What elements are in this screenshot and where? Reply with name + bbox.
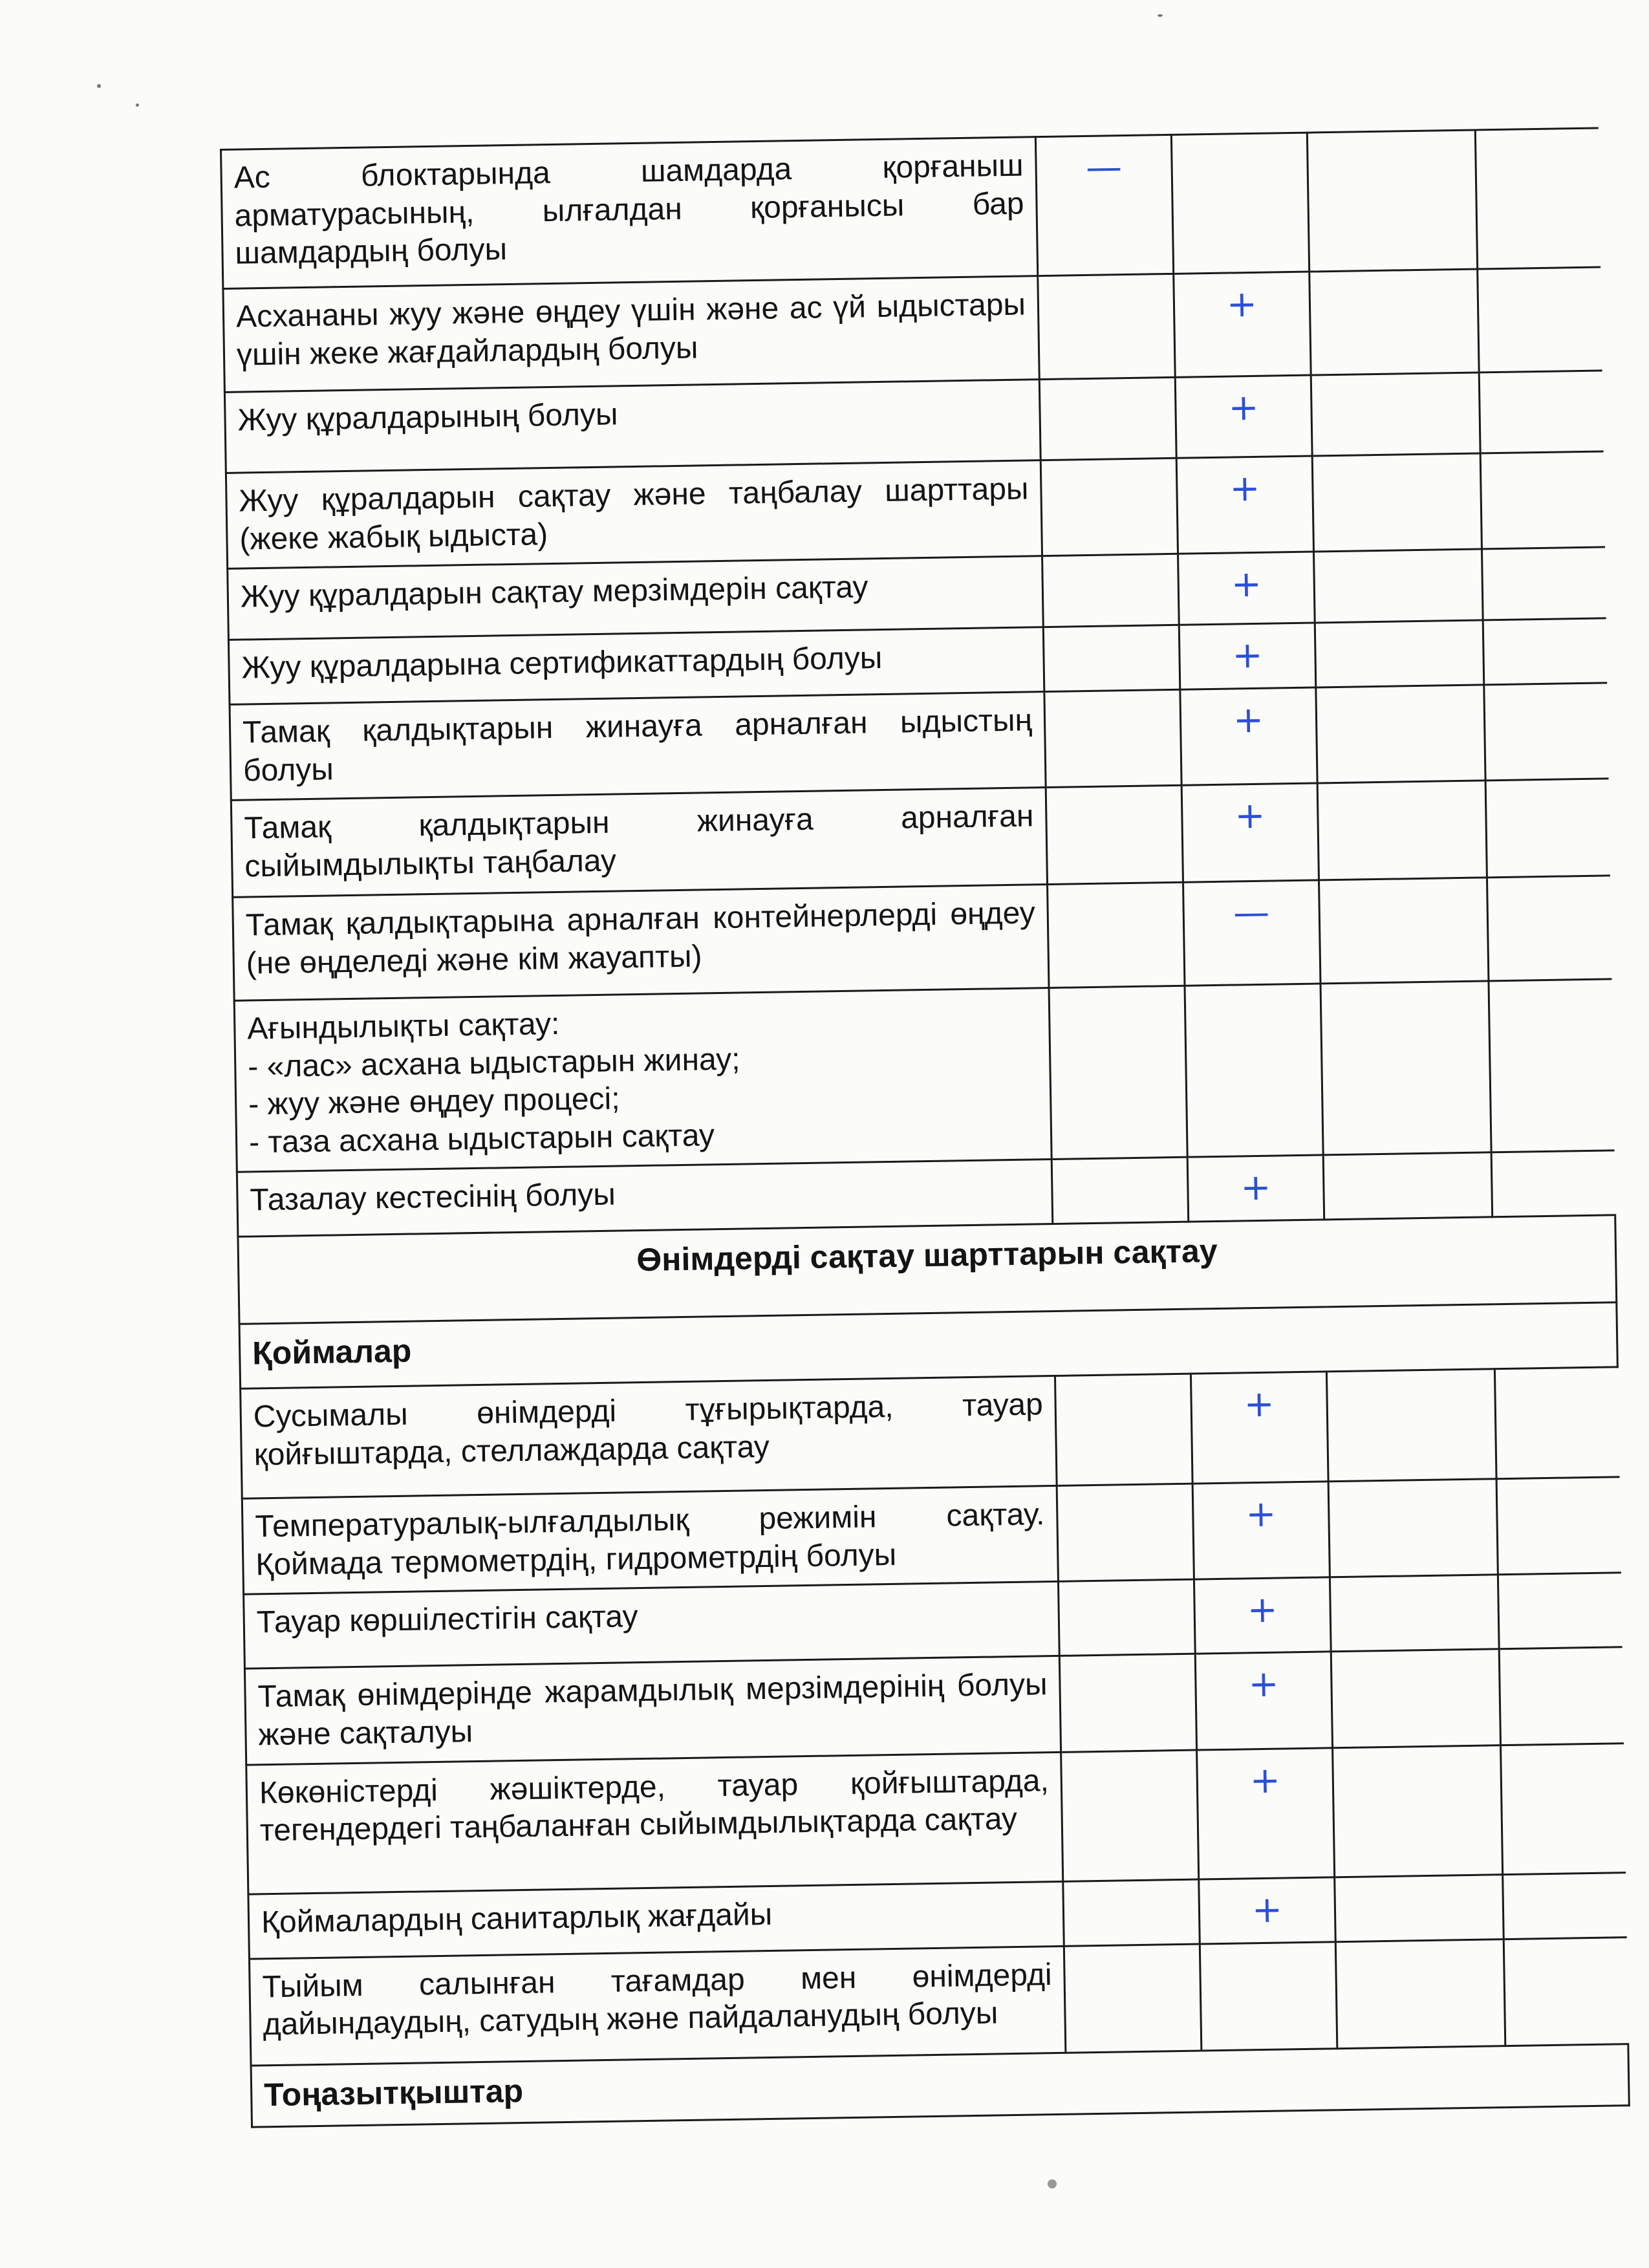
plus-mark: + <box>1247 1589 1278 1632</box>
subsection-title: Тоңазытқыштар <box>251 2044 1629 2126</box>
mark-cell-3[interactable] <box>1316 685 1485 783</box>
criterion-text: Асхананы жуу және өңдеу үшін және ас үй ыдыстары үшін жеке жағдайлардың болуы <box>223 276 1039 393</box>
mark-cell-1[interactable] <box>1055 1374 1192 1486</box>
margin-cell <box>1487 876 1611 981</box>
plus-mark: + <box>1251 1888 1283 1931</box>
scan-speck <box>1048 2179 1057 2188</box>
mark-cell-2[interactable] <box>1195 1652 1332 1749</box>
criterion-text: Жуу құралдарын сақтау және таңбалау шарттары (жеке жабық ыдыста) <box>226 460 1042 569</box>
margin-cell <box>1498 1573 1622 1649</box>
criterion-text: Көкөністерді жәшіктерде, тауар қойғыштарда, тегендердегі таңбаланған сыйымдылықтарда сақтау <box>246 1752 1063 1894</box>
mark-cell-3[interactable] <box>1333 1745 1503 1877</box>
mark-cell-2[interactable] <box>1179 623 1316 689</box>
mark-cell-1[interactable] <box>1040 458 1178 556</box>
mark-cell-1[interactable] <box>1051 1158 1189 1224</box>
checklist-row <box>249 1937 1628 2065</box>
mark-cell-2[interactable] <box>1185 984 1323 1157</box>
mark-cell-3[interactable] <box>1323 1152 1493 1220</box>
criterion-text: Температуралық-ылғалдылық режимін сақтау. Қоймада термометрдің, гидрометрдің болуы <box>242 1486 1058 1595</box>
criterion-text: Тыйым салынған тағамдар мен өнімдерді дайындаудың, сатудың және пайдаланудың болуы <box>249 1946 1065 2066</box>
mark-cell-2[interactable] <box>1181 783 1319 882</box>
margin-cell <box>1501 1743 1626 1874</box>
margin-cell <box>1483 618 1607 685</box>
mark-cell-1[interactable] <box>1044 689 1181 787</box>
margin-cell <box>1496 1477 1621 1575</box>
mark-cell-1[interactable] <box>1058 1580 1195 1656</box>
mark-cell-3[interactable] <box>1326 1369 1496 1482</box>
checklist-row <box>221 128 1600 288</box>
mark-cell-1[interactable] <box>1042 554 1180 627</box>
mark-cell-3[interactable] <box>1311 373 1480 456</box>
scan-speck <box>1158 14 1163 17</box>
plus-mark: + <box>1232 634 1263 677</box>
mark-cell-3[interactable] <box>1310 269 1479 375</box>
scan-speck <box>136 103 139 107</box>
mark-cell-1[interactable] <box>1039 377 1176 460</box>
mark-cell-3[interactable] <box>1335 1939 1505 2048</box>
margin-cell <box>1489 979 1614 1152</box>
checklist-table <box>220 127 1630 2128</box>
mark-cell-3[interactable] <box>1330 1575 1499 1652</box>
plus-mark: + <box>1229 467 1260 510</box>
criterion-text: Ағындылықты сақтау: - «лас» асхана ыдыстарын жинау; - жуу және өңдеу процесі; - таза асхана ыдыстарын сақтау <box>234 988 1051 1172</box>
margin-cell <box>1499 1647 1623 1745</box>
mark-cell-2[interactable] <box>1174 272 1311 377</box>
criterion-text: Тамақ қалдықтарын жинауға арналған ыдыстың болуы <box>230 692 1046 801</box>
plus-mark: + <box>1240 1167 1271 1209</box>
criterion-text: Жуу құралдарының болуы <box>224 380 1040 473</box>
margin-cell <box>1478 267 1602 373</box>
mark-cell-2[interactable] <box>1199 1877 1336 1943</box>
mark-cell-3[interactable] <box>1315 620 1484 687</box>
mark-cell-2[interactable] <box>1183 880 1320 986</box>
mark-cell-2[interactable] <box>1176 456 1313 554</box>
plus-mark: + <box>1226 283 1258 326</box>
mark-cell-1[interactable] <box>1038 274 1175 379</box>
margin-cell <box>1503 1872 1627 1939</box>
mark-cell-2[interactable] <box>1175 375 1312 458</box>
margin-cell <box>1479 371 1603 453</box>
mark-cell-1[interactable] <box>1059 1654 1196 1752</box>
checklist-row <box>246 1743 1626 1894</box>
mark-cell-2[interactable] <box>1197 1747 1335 1879</box>
plus-mark: + <box>1248 1663 1279 1706</box>
mark-cell-3[interactable] <box>1313 549 1483 623</box>
plus-mark: + <box>1234 794 1266 837</box>
criterion-text: Жуу құралдарына сертификаттардың болуы <box>228 627 1044 705</box>
criterion-text: Сусымалы өнімдерді тұғырықтарда, тауар қойғыштарда, стеллаждарда сақтау <box>241 1376 1057 1499</box>
mark-cell-3[interactable] <box>1335 1874 1504 1941</box>
mark-cell-1[interactable] <box>1043 625 1180 691</box>
mark-cell-2[interactable] <box>1171 133 1309 274</box>
mark-cell-3[interactable] <box>1317 781 1487 880</box>
plus-mark: + <box>1245 1493 1277 1536</box>
criterion-text: Тазалау кестесінің болуы <box>237 1160 1052 1237</box>
mark-cell-1[interactable] <box>1061 1750 1199 1881</box>
mark-cell-1[interactable] <box>1048 882 1185 988</box>
margin-cell <box>1494 1367 1619 1479</box>
mark-cell-1[interactable] <box>1046 785 1183 884</box>
mark-cell-3[interactable] <box>1312 453 1482 552</box>
mark-cell-2[interactable] <box>1187 1155 1324 1222</box>
dash-mark: — <box>1233 891 1270 934</box>
plus-mark: + <box>1249 1759 1281 1802</box>
margin-cell <box>1480 451 1604 549</box>
checklist-row <box>234 979 1614 1172</box>
mark-cell-2[interactable] <box>1180 687 1317 785</box>
mark-cell-1[interactable] <box>1063 1879 1200 1946</box>
mark-cell-1[interactable] <box>1035 135 1173 275</box>
plus-mark: + <box>1228 386 1259 429</box>
section-title: Өнімдерді сақтау шарттарын сақтау <box>238 1215 1617 1324</box>
dash-mark: — <box>1085 146 1123 189</box>
checklist-row <box>241 1367 1619 1498</box>
mark-cell-1[interactable] <box>1049 986 1187 1159</box>
margin-cell <box>1485 779 1610 878</box>
mark-cell-3[interactable] <box>1328 1479 1498 1577</box>
mark-cell-2[interactable] <box>1200 1941 1337 2050</box>
mark-cell-1[interactable] <box>1064 1944 1202 2053</box>
mark-cell-3[interactable] <box>1319 878 1488 984</box>
subsection-title: Қоймалар <box>239 1302 1617 1388</box>
checklist-body <box>221 128 1630 2127</box>
criterion-text: Тамақ өнімдерінде жарамдылық мерзімдерінің болуы және сақталуы <box>244 1656 1061 1765</box>
criterion-text: Тамақ қалдықтарына арналған контейнерлерді өңдеу (не өңделеді және кім жауапты) <box>233 885 1049 1001</box>
mark-cell-3[interactable] <box>1331 1649 1500 1747</box>
margin-cell <box>1482 547 1606 620</box>
scan-speck <box>97 84 101 88</box>
criterion-text: Жуу құралдарын сақтау мерзімдерін сақтау <box>228 556 1044 640</box>
margin-cell <box>1484 683 1608 781</box>
mark-cell-3[interactable] <box>1307 130 1477 272</box>
margin-cell <box>1475 128 1600 269</box>
checklist-sheet <box>220 127 1628 2121</box>
mark-cell-2[interactable] <box>1194 1577 1331 1654</box>
criterion-text: Ас блоктарында шамдарда қорғаныш арматурасының, ылғалдан қорғанысы бар шамдардың болуы <box>221 137 1038 289</box>
criterion-text: Тауар көршілестігін сақтау <box>244 1582 1060 1669</box>
plus-mark: + <box>1231 563 1262 606</box>
plus-mark: + <box>1233 698 1264 742</box>
plus-mark: + <box>1244 1383 1275 1426</box>
criterion-text: Қоймалардың санитарлық жағдайы <box>248 1881 1064 1959</box>
margin-cell <box>1491 1150 1615 1217</box>
mark-cell-2[interactable] <box>1178 552 1315 625</box>
mark-cell-1[interactable] <box>1057 1484 1194 1582</box>
mark-cell-2[interactable] <box>1191 1372 1328 1484</box>
mark-cell-3[interactable] <box>1320 981 1491 1155</box>
criterion-text: Тамақ қалдықтарын жинауға арналған сыйымдылықты таңбалау <box>231 788 1047 898</box>
mark-cell-2[interactable] <box>1192 1482 1330 1579</box>
margin-cell <box>1503 1937 1628 2046</box>
